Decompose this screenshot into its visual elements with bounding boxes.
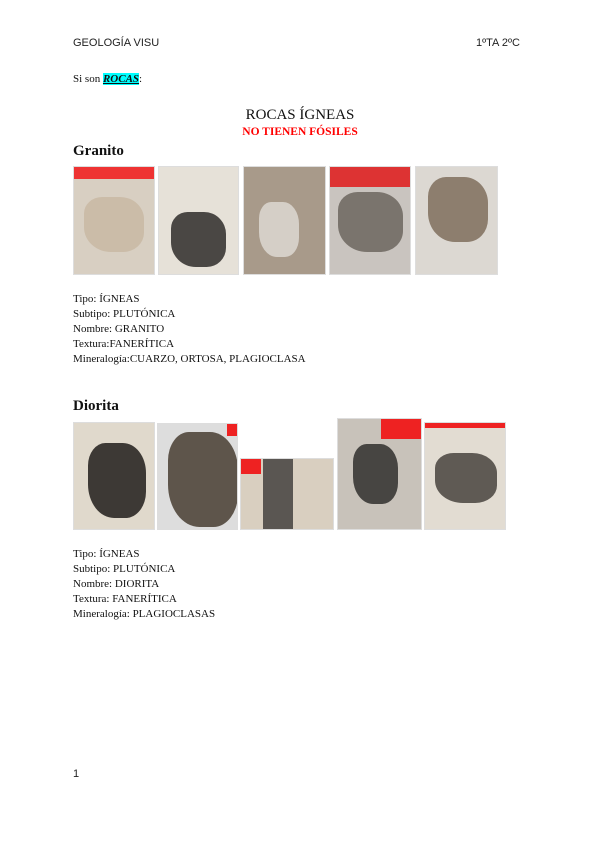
red-tray-edge bbox=[330, 167, 411, 187]
diorita-photo-1 bbox=[73, 422, 155, 530]
intro-prefix: Si son bbox=[73, 73, 103, 85]
granito-textura: Textura:FANERÍTICA bbox=[73, 338, 175, 350]
red-tray-edge bbox=[381, 419, 421, 439]
header-right: 1ºTA 2ºC bbox=[476, 37, 520, 49]
rock-sample bbox=[428, 177, 488, 242]
rock-sample bbox=[168, 432, 238, 527]
rock-sample bbox=[353, 444, 398, 504]
rock-sample bbox=[263, 459, 293, 530]
granito-nombre: Nombre: GRANITO bbox=[73, 323, 165, 335]
granito-photo-2 bbox=[158, 166, 239, 275]
granito-photo-3 bbox=[243, 166, 326, 275]
rocas-highlight: ROCAS bbox=[102, 73, 140, 85]
intro-suffix: : bbox=[139, 73, 143, 85]
red-tray-edge bbox=[425, 423, 506, 428]
rock-heading-granito: Granito bbox=[73, 143, 124, 159]
red-tray-edge bbox=[227, 424, 237, 436]
granito-photo-4 bbox=[329, 166, 411, 275]
rock-sample bbox=[435, 453, 497, 503]
intro-line bbox=[73, 72, 142, 87]
rock-sample bbox=[84, 197, 144, 252]
rock-heading-diorita: Diorita bbox=[73, 398, 119, 414]
diorita-textura: Textura: FANERÍTICA bbox=[73, 593, 177, 605]
diorita-mineralogia: Mineralogía: PLAGIOCLASAS bbox=[73, 608, 216, 620]
red-tray-edge bbox=[241, 459, 261, 474]
rock-sample bbox=[338, 192, 403, 252]
rock-sample bbox=[171, 212, 226, 267]
section-title: ROCAS ÍGNEAS bbox=[245, 107, 355, 123]
section-subtitle: NO TIENEN FÓSILES bbox=[242, 126, 358, 138]
diorita-subtipo: Subtipo: PLUTÓNICA bbox=[73, 563, 176, 575]
rock-sample bbox=[88, 443, 146, 518]
granito-mineralogia: Mineralogía:CUARZO, ORTOSA, PLAGIOCLASA bbox=[73, 353, 306, 365]
diorita-photo-4 bbox=[337, 418, 422, 530]
diorita-properties bbox=[73, 547, 215, 622]
diorita-photo-5 bbox=[424, 422, 506, 530]
granito-tipo: Tipo: ÍGNEAS bbox=[73, 293, 140, 305]
granito-properties bbox=[73, 292, 306, 367]
diorita-photo-2 bbox=[157, 423, 238, 530]
diorita-nombre: Nombre: DIORITA bbox=[73, 578, 160, 590]
granito-photo-1 bbox=[73, 166, 155, 275]
rock-sample bbox=[259, 202, 299, 257]
diorita-photo-3 bbox=[240, 458, 334, 530]
header-left: GEOLOGÍA VISU bbox=[73, 37, 160, 49]
granito-subtipo: Subtipo: PLUTÓNICA bbox=[73, 308, 176, 320]
page-number: 1 bbox=[73, 768, 80, 780]
red-tray-edge bbox=[74, 167, 155, 179]
granito-photo-5 bbox=[415, 166, 498, 275]
diorita-tipo: Tipo: ÍGNEAS bbox=[73, 548, 140, 560]
